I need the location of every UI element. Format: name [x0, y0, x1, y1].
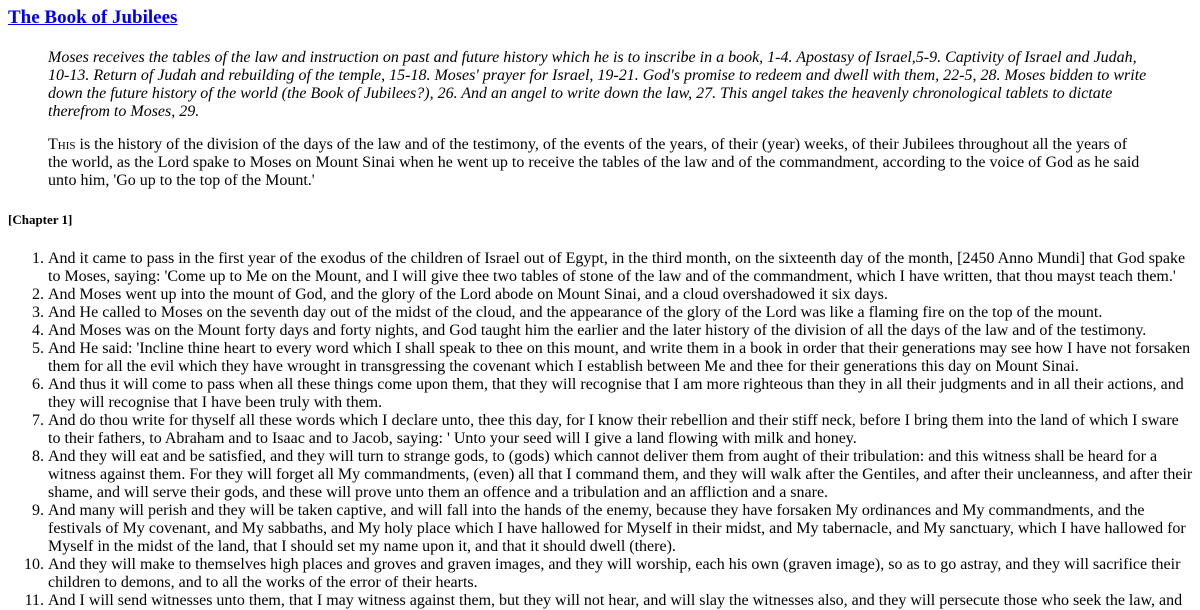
verse-number: 2.	[32, 286, 44, 303]
verse-number: 1.	[32, 250, 44, 267]
verse-number: 4.	[32, 322, 44, 339]
verse-number: 6.	[32, 376, 44, 393]
verse-text: And do thou write for thyself all these words which I declare unto, thee this day, for I know their rebellion and their stiff neck, before I bring them into the land of which I sware to their fathers, to Abraham and to Isaac and to Jacob, saying: ' Unto your seed will I give a land flowing with milk and honey.	[48, 412, 1179, 447]
verse-number: 10.	[24, 556, 44, 573]
verse-text: And I will send witnesses unto them, that I may witness against them, but they will not hear, and will slay the witnesses also, and they will persecute those who seek the law, and	[48, 592, 1183, 609]
intro-paragraph	[48, 136, 1148, 190]
verse-item	[32, 322, 1194, 340]
verse-text: And they will eat and be satisfied, and they will turn to strange gods, to (gods) which cannot deliver them from aught of their tribulation: and this witness shall be heard for a witness against them. For they will forget all My commandments, (even) all that I command them, and they will walk after the Gentiles, and after their uncleanness, and after their shame, and will serve their gods, and these will prove unto them an offence and a tribulation and an affliction and a snare.	[48, 448, 1193, 501]
verse-text: And He called to Moses on the seventh day out of the midst of the cloud, and the appearance of the glory of the Lord was like a flaming fire on the top of the mount.	[48, 304, 1103, 321]
verse-item	[32, 448, 1194, 502]
verse-item	[32, 286, 1194, 304]
intro-lead: This	[48, 136, 76, 153]
verse-number: 8.	[32, 448, 44, 465]
verse-text: And He said: 'Incline thine heart to every word which I shall speak to thee on this mount, and write them in a book in order that their generations may see how I have not forsaken them for all the evil which they have wrought in transgressing the covenant which I establish between Me and thee for their generations this day on Mount Sinai.	[48, 340, 1191, 375]
verse-item	[32, 340, 1194, 376]
verse-text: And they will make to themselves high places and groves and graven images, and they will worship, each his own (graven image), so as to go astray, and they will sacrifice their children to demons, and to all the works of the error of their hearts.	[48, 556, 1181, 591]
verse-number: 11.	[24, 592, 44, 609]
verse-item	[32, 250, 1194, 286]
verse-item	[32, 412, 1194, 448]
verse-number: 3.	[32, 304, 44, 321]
verse-text: And it came to pass in the first year of the exodus of the children of Israel out of Egypt, in the third month, on the sixteenth day of the month, [2450 Anno Mundi] that God spake to Moses, saying: 'Come up to Me on the Mount, and I will give thee two tables of stone of the law and of the commandment, which I have written, that thou mayst teach them.'	[48, 250, 1186, 285]
verse-text: And thus it will come to pass when all these things come upon them, that they will recognise that I am more righteous than they in all their judgments and in all their actions, and they will recognise that I have been truly with them.	[48, 376, 1184, 411]
verse-item	[32, 304, 1194, 322]
verse-item	[24, 592, 1194, 610]
verse-number: 7.	[32, 412, 44, 429]
verse-item	[24, 556, 1194, 592]
verse-text: And Moses was on the Mount forty days and forty nights, and God taught him the earlier and the later history of the division of all the days of the law and of the testimony.	[48, 322, 1147, 339]
intro-text: is the history of the division of the days of the law and of the testimony, of the events of the years, of their (year) weeks, of their Jubilees throughout all the years of the world, as the Lord spake to Moses on Mount Sinai when he went up to receive the tables of the law and of the commandment, according to the voice of God as he said unto him, 'Go up to the top of the Mount.'	[48, 136, 1140, 189]
verse-number: 9.	[32, 502, 44, 519]
title-link[interactable]: The Book of Jubilees	[8, 7, 178, 28]
verse-item	[32, 376, 1194, 412]
verse-item	[32, 502, 1194, 556]
chapter-heading: [Chapter 1]	[8, 212, 73, 227]
verse-number: 5.	[32, 340, 44, 357]
verse-list	[24, 250, 1194, 610]
chapter-summary: Moses receives the tables of the law and instruction on past and future history which he is to inscribe in a book, 1-4. Apostasy of Israel,5-9. Captivity of Israel and Judah, 10-13. Return of Judah and rebuilding of the temple, 15-18. Moses' prayer for Israel, 19-21. God's promise to redeem and dwell with them, 22-5, 28. Moses bidden to write down the future history of the world (the Book of Jubilees?), 26. And an angel to write down the law, 27. This angel takes the heavenly chronological tablets to dictate therefrom to Moses, 29.	[48, 49, 1147, 120]
verse-text: And Moses went up into the mount of God, and the glory of the Lord abode on Mount Sinai, and a cloud overshadowed it six days.	[48, 286, 888, 303]
page-title	[8, 7, 177, 29]
verse-text: And many will perish and they will be taken captive, and will fall into the hands of the enemy, because they have forsaken My ordinances and My commandments, and the festivals of My covenant, and My sabbaths, and My holy place which I have hallowed for Myself in their midst, and My tabernacle, and My sanctuary, which I have hallowed for Myself in the midst of the land, that I should set my name upon it, and that it should dwell (there).	[48, 502, 1186, 555]
